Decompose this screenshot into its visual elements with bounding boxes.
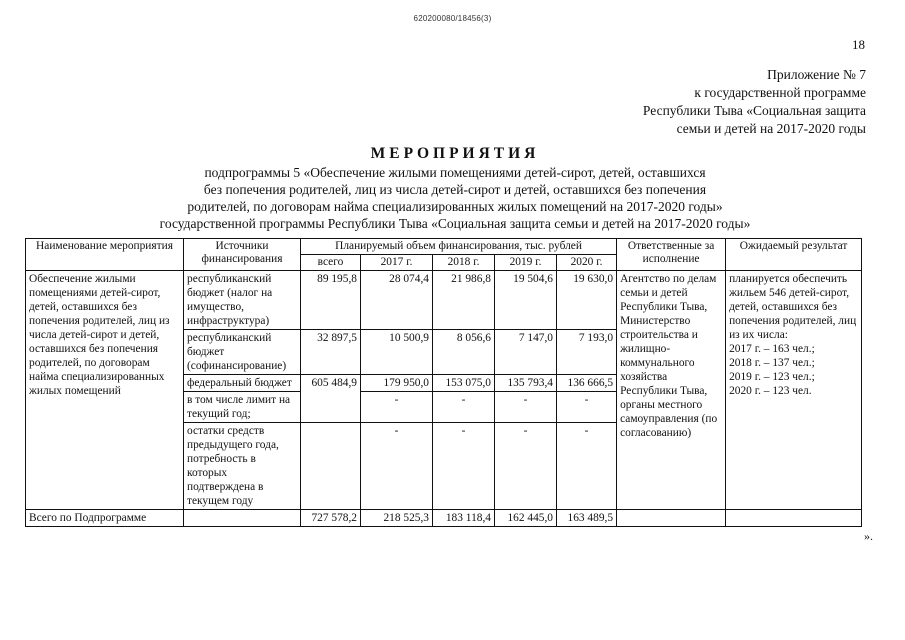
appendix-header: [560, 66, 866, 138]
source-cell: республиканский бюджет (софинансирование): [184, 330, 301, 375]
total-row: [26, 510, 862, 527]
value-total: 605 484,9: [301, 375, 361, 392]
total-responsible-empty: [617, 510, 726, 527]
header-result: Ожидаемый результат: [726, 239, 862, 271]
page-number: 18: [852, 37, 865, 52]
document-id: 620200080/18456(3): [413, 14, 492, 23]
value-total: 89 195,8: [301, 271, 361, 330]
header-2019: 2019 г.: [495, 255, 557, 271]
value-2020: 19 630,0: [557, 271, 617, 330]
appendix-line: к государственной программе: [694, 85, 866, 100]
total-value-2020: 163 489,5: [557, 510, 617, 527]
value-2018: -: [433, 423, 495, 510]
header-sources: Источники финансирования: [184, 239, 301, 271]
value-2020: 136 666,5: [557, 375, 617, 392]
result-line: 2019 г. – 123 чел.;: [729, 371, 815, 383]
source-cell: в том числе лимит на текущий год;: [184, 392, 301, 423]
table-header-row: [26, 239, 862, 255]
measure-name: Обеспечение жилыми помещениями детей-сирот, детей, оставшихся без попечения родителей, лиц из числа детей-сирот и детей, оставшихся без попечения родителей, по договорам найма специализированных жилых помещений: [26, 271, 184, 510]
header-planned: Планируемый объем финансирования, тыс. рублей: [301, 239, 617, 255]
value-2019: 7 147,0: [495, 330, 557, 375]
value-2017: 10 500,9: [361, 330, 433, 375]
responsible-cell: Агентство по делам семьи и детей Республики Тыва, Министерство строительства и жилищно-коммунального хозяйства Республики Тыва, органы местного самоуправления (по согласованию): [617, 271, 726, 510]
total-label: Всего по Подпрограмме: [26, 510, 184, 527]
total-result-empty: [726, 510, 862, 527]
value-2020: 7 193,0: [557, 330, 617, 375]
title-block: [70, 144, 840, 232]
result-cell: [726, 271, 862, 510]
value-2017: 179 950,0: [361, 375, 433, 392]
value-2017: 28 074,4: [361, 271, 433, 330]
value-2017: -: [361, 423, 433, 510]
appendix-line: семьи и детей на 2017-2020 годы: [676, 121, 866, 136]
result-line: 2017 г. – 163 чел.;: [729, 343, 815, 355]
value-2018: -: [433, 392, 495, 423]
result-line: планируется обеспечить жильем 546 детей-сирот, детей, оставшихся без попечения родителей, лиц из их числа:: [729, 273, 857, 341]
title-line: родителей, по договорам найма специализированных жилых помещений на 2017-2020 годы»: [187, 199, 723, 214]
source-cell: федеральный бюджет: [184, 375, 301, 392]
appendix-line: Республики Тыва «Социальная защита: [642, 103, 866, 118]
appendix-line: Приложение № 7: [767, 67, 866, 82]
value-total: 32 897,5: [301, 330, 361, 375]
total-value-2018: 183 118,4: [433, 510, 495, 527]
title-line: подпрограммы 5 «Обеспечение жилыми помещениями детей-сирот, детей, оставшихся: [204, 165, 706, 180]
value-2018: 153 075,0: [433, 375, 495, 392]
value-total: [301, 392, 361, 423]
value-2020: -: [557, 392, 617, 423]
total-value-total: 727 578,2: [301, 510, 361, 527]
value-2019: -: [495, 392, 557, 423]
value-2019: 19 504,6: [495, 271, 557, 330]
total-value-2017: 218 525,3: [361, 510, 433, 527]
title-line: без попечения родителей, лиц из числа детей-сирот и детей, оставшихся без попечения: [203, 182, 707, 197]
value-total: [301, 423, 361, 510]
value-2019: 135 793,4: [495, 375, 557, 392]
funding-table: [25, 238, 862, 527]
value-2018: 21 986,8: [433, 271, 495, 330]
document-title: МЕРОПРИЯТИЯ: [370, 145, 540, 162]
header-name: Наименование мероприятия: [26, 239, 184, 271]
title-line: государственной программы Республики Тыва «Социальная защита семьи и детей на 2017-2020 годы»: [159, 216, 751, 231]
value-2017: -: [361, 392, 433, 423]
header-2018: 2018 г.: [433, 255, 495, 271]
value-2019: -: [495, 423, 557, 510]
value-2018: 8 056,6: [433, 330, 495, 375]
result-line: 2020 г. – 123 чел.: [729, 385, 812, 397]
header-responsible: Ответственные за исполнение: [617, 239, 726, 271]
result-line: 2018 г. – 137 чел.;: [729, 357, 815, 369]
value-2020: -: [557, 423, 617, 510]
table-row: [26, 271, 862, 330]
total-value-2019: 162 445,0: [495, 510, 557, 527]
source-cell: республиканский бюджет (налог на имущество, инфраструктура): [184, 271, 301, 330]
source-cell: остатки средств предыдущего года, потребность в которых подтверждена в текущем году: [184, 423, 301, 510]
total-source-empty: [184, 510, 301, 527]
header-2020: 2020 г.: [557, 255, 617, 271]
header-2017: 2017 г.: [361, 255, 433, 271]
closing-quote-mark: ».: [864, 529, 873, 543]
header-total: всего: [301, 255, 361, 271]
